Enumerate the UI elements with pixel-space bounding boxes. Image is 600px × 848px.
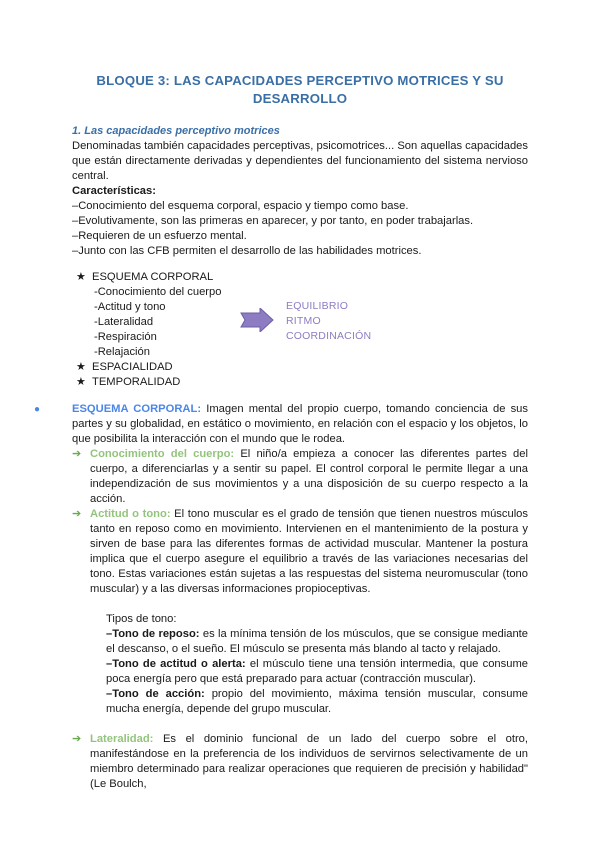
sub-point <box>72 447 528 507</box>
tone-type-item: –Tono de acción: propio del movimiento, máxima tensión muscular, consume mucha energía, depende del grupo muscular. <box>106 688 528 715</box>
section-capacidades <box>72 124 528 259</box>
capacity-label: EQUILIBRIO <box>286 300 349 312</box>
section-esquema-corporal <box>34 402 528 792</box>
characteristic-item: –Requieren de un esfuerzo mental. <box>72 230 247 242</box>
list-item-label: TEMPORALIDAD <box>92 376 181 388</box>
sub-item: -Relajación <box>94 346 150 358</box>
sub-item: -Lateralidad <box>94 316 154 328</box>
sub-item: -Actitud y tono <box>94 301 166 313</box>
tone-types-label: Tipos de tono: <box>106 613 177 625</box>
coordinative-capacities <box>286 299 371 344</box>
sub-point-label: Actitud o tono: <box>90 508 171 520</box>
tone-type-item: –Tono de reposo: es la mínima tensión de los músculos, que se consigue mediante el descanso, o el sueño. El músculo se presenta más blando al tacto y relajado. <box>106 628 529 655</box>
sub-point <box>72 507 528 597</box>
term-label: ESQUEMA CORPORAL: <box>72 403 202 415</box>
bullet-icon: ● <box>34 404 41 415</box>
sub-item: -Conocimiento del cuerpo <box>94 286 222 298</box>
term-definition: Imagen mental del propio cuerpo, tomando conciencia de sus partes y su globalidad, en estático o movimiento, en relación con el espacio y los objetos, lo que posibilita la interacción con el mundo que le rodea. <box>72 403 528 445</box>
star-icon: ★ <box>76 376 86 388</box>
characteristic-item: –Evolutivamente, son las primeras en aparecer, y por tanto, en poder trabajarlas. <box>72 215 474 227</box>
right-arrow-icon <box>240 308 274 332</box>
tone-type-item: –Tono de actitud o alerta: el músculo tiene una tensión intermedia, que consume poca energía pero que está preparado para actuar (contracción muscular). <box>106 658 528 685</box>
intro-paragraph: Denominadas también capacidades perceptivas, psicomotrices... Son aquellas capacidades que están directamente derivadas y dependientes del funcionamiento del sistema nervioso central. <box>72 140 528 182</box>
title-line-1: BLOQUE 3: LAS CAPACIDADES PERCEPTIVO MOTRICES Y SU <box>96 73 504 88</box>
bullet-item <box>34 402 528 447</box>
sub-point-text: Es el dominio funcional de un lado del cuerpo sobre el otro, manifestándose en la preferencia de los individuos de servirnos selectivamente de un miembro determinado para realizar operaciones que requieren de precisión y habilidad" (Le Boulch, <box>90 733 528 790</box>
arrow-icon: ➔ <box>72 448 82 460</box>
tone-types <box>106 612 528 717</box>
sub-point-label: Lateralidad: <box>90 733 154 745</box>
arrow-icon: ➔ <box>72 733 82 745</box>
characteristic-item: –Junto con las CFB permiten el desarrollo de las habilidades motrices. <box>72 245 422 257</box>
title-line-2: DESARROLLO <box>252 91 348 106</box>
star-icon: ★ <box>76 361 86 373</box>
sub-point-label: Conocimiento del cuerpo: <box>90 448 235 460</box>
characteristics-label: Características: <box>72 185 156 197</box>
sub-point <box>72 732 528 792</box>
sub-point-text: El niño/a empieza a conocer las diferentes partes del cuerpo, a diferenciarlas y a sentir su papel. El control corporal le permite llegar a una independización de sus movimientos y a una disposición de su cuerpo respecto a la acción. <box>90 448 528 505</box>
list-item <box>76 270 276 285</box>
list-item-label: ESPACIALIDAD <box>92 361 173 373</box>
star-icon: ★ <box>76 271 86 283</box>
page-title <box>70 72 530 108</box>
characteristic-item: –Conocimiento del esquema corporal, espacio y tiempo como base. <box>72 200 409 212</box>
sub-point-text: El tono muscular es el grado de tensión que tienen nuestros músculos tanto en reposo como en movimiento. Intervienen en el mantenimiento de la postura y sirven de base para las diferentes formas de actividad muscular. Mantener la postura implica que el cuerpo asegure el equilibrio a través de las variaciones necesarias del tono. Estas variaciones están sujetas a las respuestas del sistema neuromuscular (tono muscular) y a las diversas informaciones propioceptivas. <box>90 508 528 595</box>
arrow-icon: ➔ <box>72 508 82 520</box>
list-item <box>76 375 276 390</box>
list-item <box>76 360 276 375</box>
section-heading: 1. Las capacidades perceptivo motrices <box>72 125 280 137</box>
capacity-label: RITMO <box>286 315 321 327</box>
sub-item: -Respiración <box>94 331 157 343</box>
list-item-label: ESQUEMA CORPORAL <box>92 271 214 283</box>
capacity-label: COORDINACIÓN <box>286 330 372 342</box>
